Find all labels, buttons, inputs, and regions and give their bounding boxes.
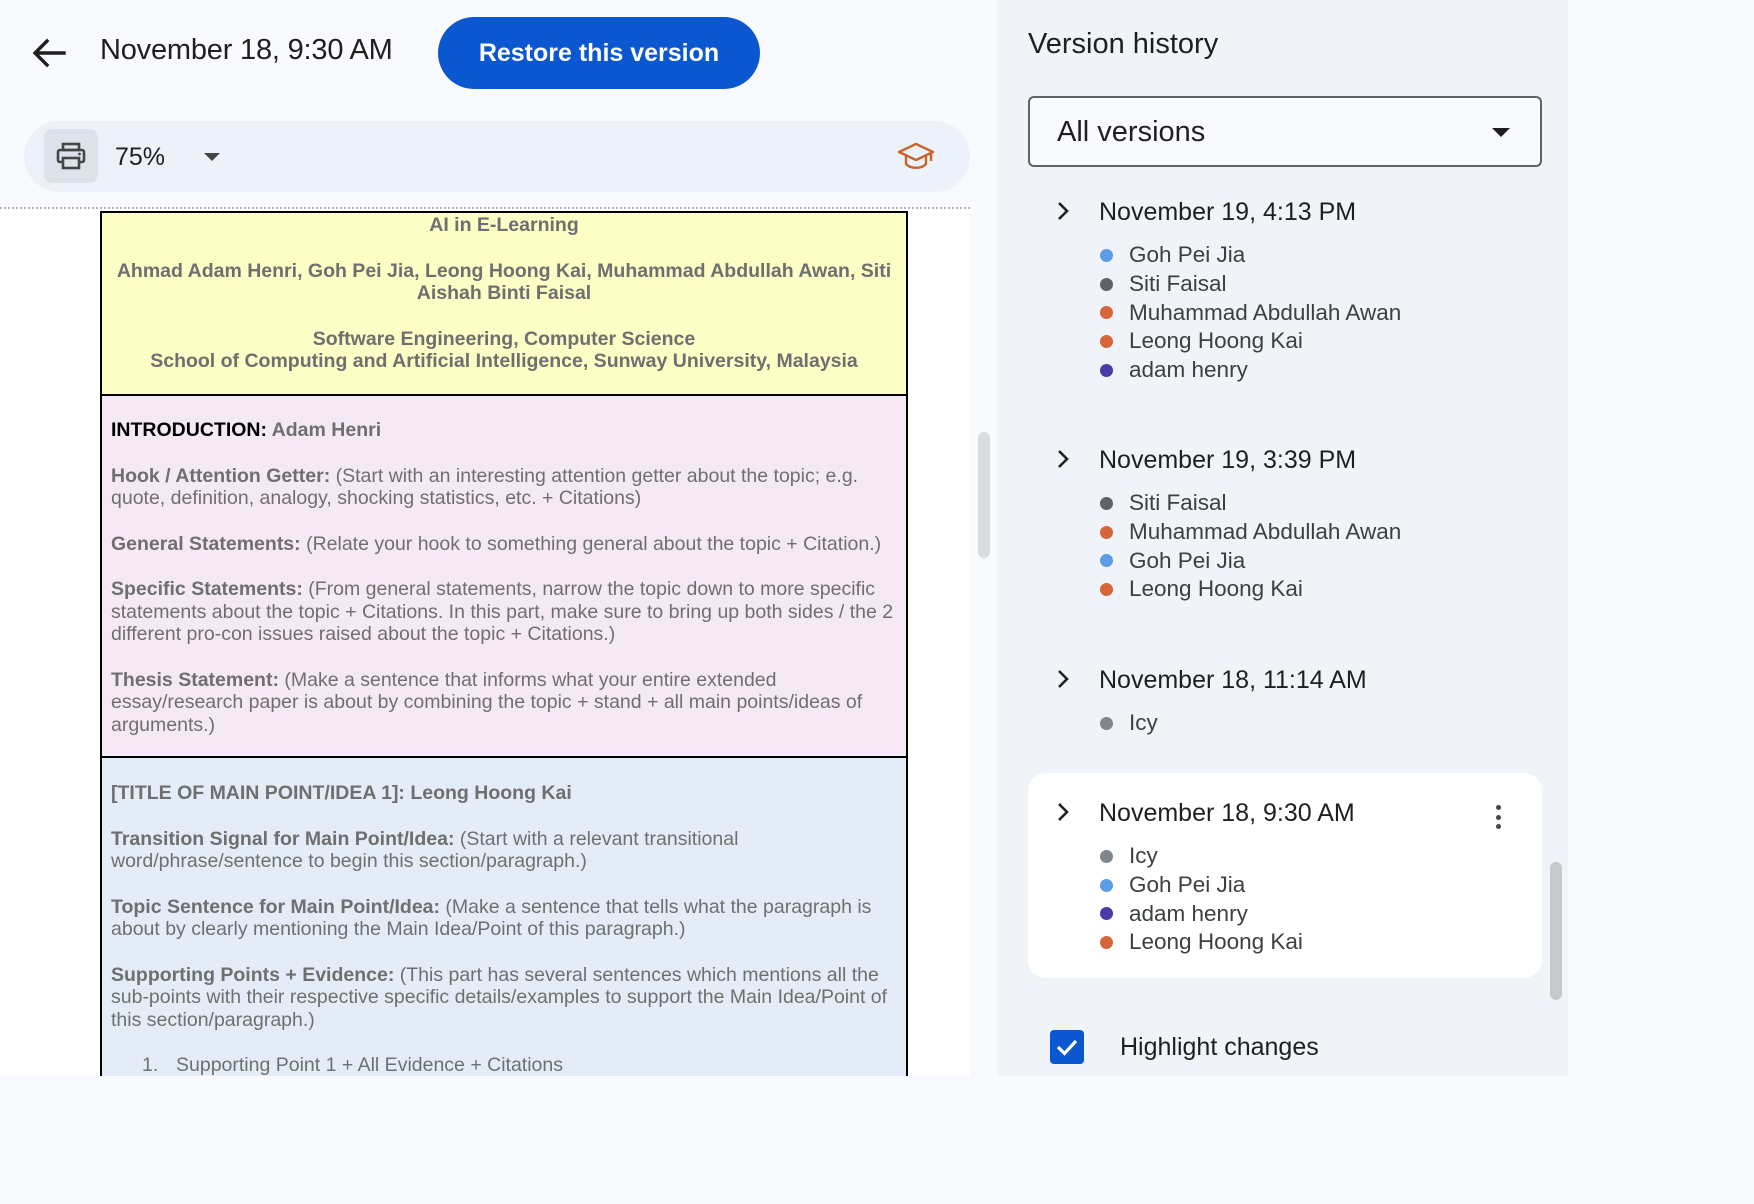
editor-color-dot [1100,879,1113,892]
editor-name: Muhammad Abdullah Awan [1129,519,1402,545]
editor-name: Muhammad Abdullah Awan [1129,299,1402,325]
editor-item [1100,546,1401,575]
editor-name: Leong Hoong Kai [1129,576,1303,602]
version-editors [1100,489,1401,604]
editor-item [1100,489,1401,518]
graduation-cap-icon [896,140,936,174]
editor-name: Leong Hoong Kai [1129,929,1303,955]
version-item[interactable] [1028,436,1542,616]
back-button[interactable] [24,30,74,76]
editor-color-dot [1100,850,1113,863]
editor-color-dot [1100,717,1113,730]
editor-name: Icy [1129,843,1158,869]
caret-down-icon [1492,128,1510,137]
top-bar [0,0,998,110]
editor-name: Siti Faisal [1129,271,1227,297]
editor-name: Leong Hoong Kai [1129,328,1303,354]
list-item: 1. Supporting Point 1 + All Evidence + Citations [142,1054,563,1076]
main-point-cell [102,756,906,1076]
editor-item [1100,709,1158,738]
version-date: November 18, 9:30 AM [1099,799,1355,827]
editor-item [1100,298,1401,327]
editor-item [1100,327,1401,356]
version-editors [1100,842,1303,957]
print-button[interactable] [44,129,98,183]
editor-color-dot [1100,335,1113,348]
check-icon [1055,1037,1079,1057]
version-item[interactable] [1028,188,1542,398]
more-vertical-icon[interactable] [1486,799,1510,835]
version-editors [1100,241,1401,384]
editor-color-dot [1100,554,1113,567]
restore-version-button[interactable]: Restore this version [438,17,760,89]
editor-item [1100,270,1401,299]
introduction-cell [102,394,906,756]
printer-icon [56,142,86,170]
editor-item [1100,241,1401,270]
title-cell [102,213,906,394]
version-history-panel [998,0,1568,1076]
highlight-changes-toggle[interactable] [1050,1027,1470,1067]
editor-color-dot [1100,364,1113,377]
essay-outline-table [100,211,908,1076]
editor-name: Goh Pei Jia [1129,242,1246,268]
version-title: November 18, 9:30 AM [100,34,393,66]
specific-statements-paragraph: Specific Statements: (From general statements, narrow the topic down to more specific statements about the topic + Citations. In this part, make sure to bring up both sides / the 2 different pro-con issues raised about the topic + Citations.) [111,578,894,645]
highlight-changes-checkbox[interactable] [1050,1030,1084,1064]
panel-title: Version history [1028,28,1219,60]
version-date: November 18, 11:14 AM [1099,666,1367,694]
editor-item [1100,928,1303,957]
highlight-changes-label: Highlight changes [1120,1032,1319,1061]
editor-color-dot [1100,583,1113,596]
chevron-right-icon[interactable] [1052,448,1074,470]
editor-color-dot [1100,907,1113,920]
editor-color-dot [1100,306,1113,319]
supporting-points-paragraph: Supporting Points + Evidence: (This part has several sentences which mentions all the sub-points with their respective specific details/examples to support the Main Idea/Point of this section/paragraph.) [111,963,888,1031]
editor-item [1100,356,1401,385]
hook-paragraph: Hook / Attention Getter: (Start with an interesting attention getter about the topic; e.g. quote, definition, analogy, shocking statistics, etc. + Citations) [111,464,859,509]
editor-color-dot [1100,249,1113,262]
essay-title: AI in E-Learning [429,214,579,236]
main-point-heading: [TITLE OF MAIN POINT/IDEA 1]: Leong Hoong Kai [111,782,572,804]
document-scrollbar[interactable] [978,432,990,558]
editor-name: Icy [1129,710,1158,736]
editor-color-dot [1100,278,1113,291]
filter-value: All versions [1057,116,1206,148]
transition-paragraph: Transition Signal for Main Point/Idea: (Start with a relevant transitional word/phrase/sentence to begin this section/paragraph.) [111,827,739,872]
version-item[interactable] [1028,656,1542,756]
editor-color-dot [1100,526,1113,539]
chevron-right-icon[interactable] [1052,801,1074,823]
editor-name: Goh Pei Jia [1129,872,1246,898]
graduation-cap-button[interactable] [894,135,938,179]
introduction-heading: INTRODUCTION: Adam Henri [111,419,382,441]
zoom-value: 75% [115,142,166,171]
chevron-down-icon [204,153,220,161]
thesis-statement-paragraph: Thesis Statement: (Make a sentence that informs what your entire extended essay/research paper is about by combining the topic + stand + all main points/ideas of arguments.) [111,668,863,736]
preview-toolbar [24,121,970,192]
version-filter-select[interactable] [1028,96,1542,167]
editor-item [1100,842,1303,871]
editor-name: Goh Pei Jia [1129,547,1246,573]
editor-item [1100,871,1303,900]
essay-programme: Software Engineering, Computer Science [312,327,696,350]
editor-name: adam henry [1129,357,1248,383]
zoom-select[interactable] [110,135,230,179]
chevron-right-icon[interactable] [1052,668,1074,690]
editor-name: Siti Faisal [1129,490,1227,516]
essay-school: School of Computing and Artificial Intelligence, Sunway University, Malaysia [150,350,858,372]
general-statements-paragraph: General Statements: (Relate your hook to something general about the topic + Citation.) [111,532,882,555]
version-item-selected[interactable] [1028,773,1542,978]
editor-name: adam henry [1129,900,1248,926]
editor-item [1100,575,1401,604]
version-date: November 19, 3:39 PM [1099,446,1357,474]
editor-item [1100,518,1401,547]
document-canvas[interactable] [0,207,970,1076]
editor-color-dot [1100,936,1113,949]
panel-scrollbar[interactable] [1550,862,1562,1000]
version-date: November 19, 4:13 PM [1099,198,1357,226]
essay-authors: Ahmad Adam Henri, Goh Pei Jia, Leong Hoong Kai, Muhammad Abdullah Awan, Siti Aishah Binti Faisal [116,259,892,304]
arrow-back-icon [32,38,66,68]
editor-color-dot [1100,497,1113,510]
chevron-right-icon[interactable] [1052,200,1074,222]
editor-item [1100,899,1303,928]
version-editors [1100,709,1158,738]
topic-sentence-paragraph: Topic Sentence for Main Point/Idea: (Make a sentence that tells what the paragraph is about by clearly mentioning the Main Idea/Point of this paragraph.) [111,895,872,940]
